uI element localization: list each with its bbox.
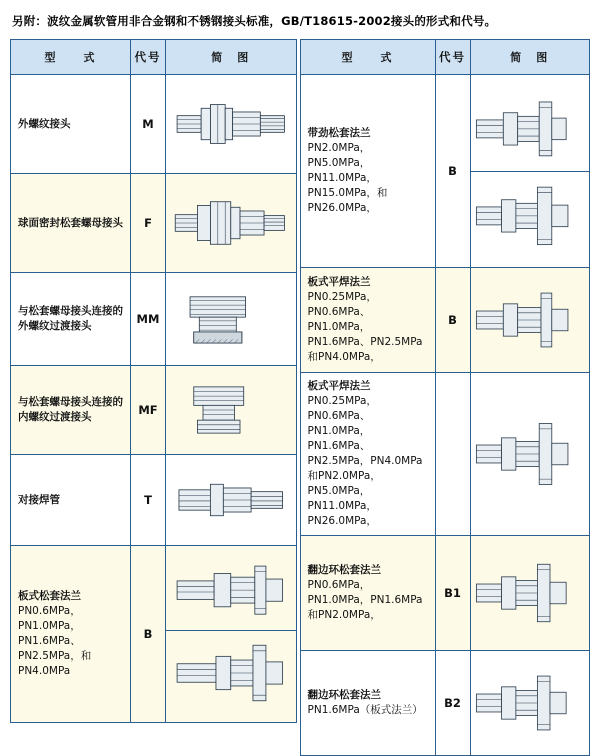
row-figure [166, 174, 297, 273]
table-row [11, 546, 297, 723]
row-type-name: 外螺纹接头 [11, 75, 131, 174]
row-figure [470, 373, 589, 536]
row-figure [166, 366, 297, 455]
plate-flat-weld-flange-figure-2 [471, 404, 589, 504]
row-figure [470, 75, 589, 268]
table-header-row [300, 40, 589, 75]
butt-weld-pipe-figure [166, 467, 296, 533]
table-row [11, 455, 297, 546]
table-row [11, 366, 297, 455]
row-code: B1 [435, 536, 470, 651]
row-code: B [435, 75, 470, 268]
row-code: MM [131, 273, 166, 366]
row-figure [166, 273, 297, 366]
row-type-name: 板式平焊法兰 PN0.25MPa，PN0.6MPa、PN1.0MPa，PN1.6MPa、PN2.5MPa和PN4.0MPa， [300, 268, 435, 373]
header-code: 代号 [435, 40, 470, 75]
row-code: B2 [435, 651, 470, 756]
internal-thread-transition-figure [166, 377, 296, 443]
plate-loose-flange-figure [166, 554, 296, 630]
table-row [300, 75, 589, 268]
table-row [300, 536, 589, 651]
left-fittings-table [10, 39, 297, 723]
row-code: T [131, 455, 166, 546]
right-fittings-table [300, 39, 590, 756]
header-code: 代号 [131, 40, 166, 75]
table-row [300, 373, 589, 536]
row-code: M [131, 75, 166, 174]
row-type-name: 翻边环松套法兰 PN1.6MPa（板式法兰） [300, 651, 435, 756]
row-code: B [435, 268, 470, 373]
ribbed-loose-flange-figure [471, 85, 589, 171]
tables-container [10, 39, 590, 756]
flared-ring-loose-flange-plate-figure [471, 661, 589, 745]
row-type-name: 板式松套法兰 PN0.6MPa，PN1.0MPa，PN1.6MPa、PN2.5MPa，和PN4.0MPa [11, 546, 131, 723]
row-code: MF [131, 366, 166, 455]
table-header-row [11, 40, 297, 75]
row-type-name: 对接焊管 [11, 455, 131, 546]
table-row [11, 75, 297, 174]
row-type-name: 板式平焊法兰 PN0.25MPa，PN0.6MPa、PN1.0MPa，PN1.6MPa、PN2.5MPa，PN4.0MPa 和PN2.0MPa，PN5.0MPa，PN11.0MPa，PN26.0MPa， [300, 373, 435, 536]
male-thread-fitting-figure [166, 87, 296, 161]
table-row [300, 268, 589, 373]
ribbed-loose-flange-figure-2 [471, 171, 589, 258]
page-title: 另附：波纹金属软管用非合金钢和不锈钢接头标准，GB/T18615-2002接头的形式和代号。 [12, 14, 497, 28]
header-figure: 简 图 [470, 40, 589, 75]
spherical-seal-union-nut-figure [166, 186, 296, 260]
table-row [11, 174, 297, 273]
row-figure [166, 546, 297, 723]
row-type-name: 与松套螺母接头连接的外螺纹过渡接头 [11, 273, 131, 366]
row-figure [166, 455, 297, 546]
header-type: 型 式 [11, 40, 131, 75]
header-figure: 简 图 [166, 40, 297, 75]
row-code: B [131, 546, 166, 723]
row-type-name: 翻边环松套法兰 PN0.6MPa，PN1.0MPa，PN1.6MPa和PN2.0MPa， [300, 536, 435, 651]
table-row [11, 273, 297, 366]
plate-flat-weld-flange-figure [471, 278, 589, 362]
row-code: F [131, 174, 166, 273]
external-thread-transition-figure [166, 285, 296, 353]
row-type-name: 带劲松套法兰 PN2.0MPa，PN5.0MPa，PN11.0MPa，PN15.0MPa，和PN26.0MPa， [300, 75, 435, 268]
row-figure [470, 268, 589, 373]
row-figure [470, 536, 589, 651]
row-figure [166, 75, 297, 174]
row-code [435, 373, 470, 536]
flared-ring-loose-flange-figure [471, 547, 589, 639]
header-type: 型 式 [300, 40, 435, 75]
row-type-name: 与松套螺母接头连接的内螺纹过渡接头 [11, 366, 131, 455]
plate-loose-flange-figure-2 [166, 630, 296, 715]
row-type-name: 球面密封松套螺母接头 [11, 174, 131, 273]
